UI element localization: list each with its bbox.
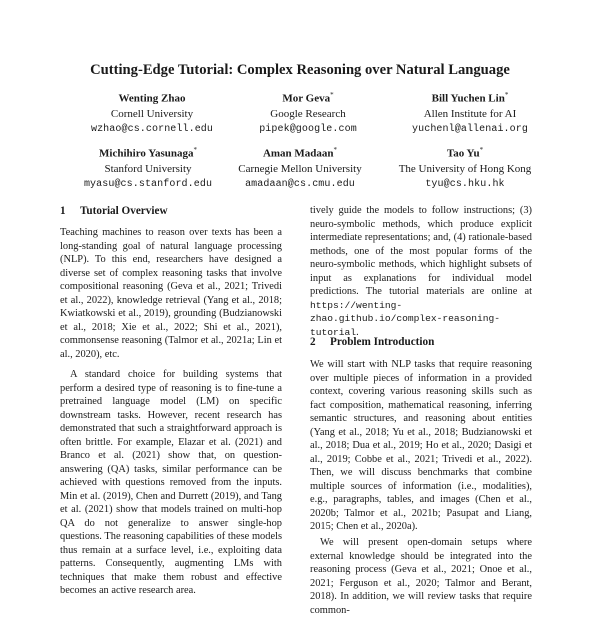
tutorial-url[interactable]: https://wenting-zhao.github.io/complex-reasoning-tutorial [310, 299, 500, 338]
author-name: Wenting Zhao [118, 92, 186, 105]
author-name: Michihiro Yasunaga* [99, 146, 197, 160]
author-email: tyu@cs.hku.hk [425, 178, 505, 190]
author-affiliation: Allen Institute for AI [423, 107, 517, 120]
paragraph: A standard choice for building systems that perform a desired type of reasoning is to fine-tune a pretrained language model (LM) on specific downstream tasks. However, recent research has demonstrated that such a straightforward approach is often brittle. For example, Elazar et al. (2021) and Branco et al. (2021) show that, on question-answering (QA) tasks, similar performance can be achieved with questions removed from the inputs. Min et al. (2019), Chen and Durrett (2019), and Tang et al. (2021) show that models trained on multi-hop QA do not generalize to answer single-hop questions. The reasoning capabilities of these models thus remain at a surface level, i.e., exploiting data patterns. Consequently, augmenting LMs with techniques that make them robust and effective becomes an active research area. [60, 369, 282, 596]
author-affiliation: Google Research [270, 107, 346, 120]
author-email: pipek@google.com [259, 123, 357, 135]
section-heading: 2 Problem Introduction [310, 336, 435, 348]
section-heading: 1 Tutorial Overview [60, 205, 168, 217]
author-affiliation: Carnegie Mellon University [238, 162, 362, 175]
author-name: Mor Geva* [282, 91, 334, 105]
author-block [370, 88, 570, 137]
paragraph: Teaching machines to reason over texts has been a long-standing goal of natural language processing (NLP). To this end, researchers have designed a diverse set of complex reasoning tasks that involve compositional reasoning (Geva et al., 2021; Trivedi et al., 2022), knowledge retrieval (Yang et al., 2018; Kwiatkowski et al., 2019), grounding (Budzianowski et al., 2018; Xie et al., 2022; Shi et al., 2021), commonsense reasoning (Talmor et al., 2021a; Lin et al., 2020), etc. [60, 227, 282, 360]
paragraph: We will start with NLP tasks that require reasoning over multiple pieces of information in a provided context, covering various reasoning skills such as fact composition, mathematical reasoning, inferring semantic structures, and reasoning about entities (Yang et al., 2018; Yu et al., 2018; Budzianowski et al., 2018; Dua et al., 2019; Ho et al., 2020; Dasigi et al., 2019; Cobbe et al., 2021; Trivedi et al., 2022). Then, we will discuss benchmarks that combine multiple sources of information (i.e., modalities), e.g., paragraphs, tables, and images (Chen et al., 2020b; Talmor et al., 2021b; Pasupat and Liang, 2015; Chen et al., 2020a). [310, 359, 532, 532]
author-name: Aman Madaan* [262, 146, 338, 160]
paper-title: Cutting-Edge Tutorial: Complex Reasoning over Natural Language [90, 62, 510, 78]
author-name: Tao Yu* [446, 146, 484, 160]
author-email: myasu@cs.stanford.edu [83, 178, 213, 190]
author-block [365, 143, 565, 192]
author-name: Bill Yuchen Lin* [431, 91, 509, 105]
author-email: wzhao@cs.cornell.edu [90, 123, 214, 135]
paragraph: We will present open-domain setups where external knowledge should be integrated into the reasoning process (Geva et al., 2021; Onoe et al., 2021; Ferguson et al., 2020; Talmor and Berant, 2018). In addition, we will review tasks that require common- [310, 537, 532, 616]
paragraph-text: tively guide the models to follow instructions; (3) neuro-symbolic methods, which produce explicit intermediate representations; and, (4) rationale-based methods, one of the most popular forms of the neuro-symbolic methods, which highlight subsets of input as explanations for individual model predictions. The tutorial materials are online at [310, 205, 532, 297]
author-affiliation: Cornell University [110, 107, 194, 120]
author-affiliation: The University of Hong Kong [398, 162, 532, 175]
author-email: yuchenl@allenai.org [412, 123, 528, 135]
paragraph: tively guide the models to follow instructions; (3) neuro-symbolic methods, which produce explicit intermediate representations; and, (4) rationale-based methods, one of the most popular forms of the neuro-symbolic methods, which highlight subsets of input as explanations for individual model predictions. The tutorial materials are online at https://wenting-zhao.github.io/complex-reasoning-tutorial. [310, 205, 532, 338]
author-affiliation: Stanford University [104, 162, 192, 175]
author-email: amadaan@cs.cmu.edu [245, 178, 355, 190]
